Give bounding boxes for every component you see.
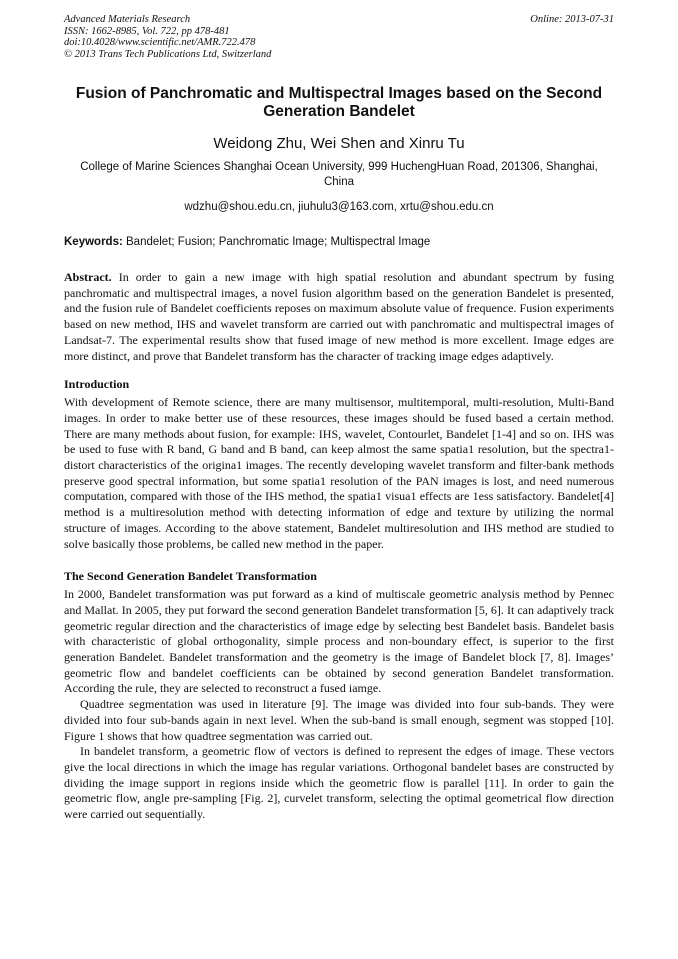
keywords-line <box>64 235 614 250</box>
online-date: Online: 2013-07-31 <box>530 14 614 25</box>
paper-title: Fusion of Panchromatic and Multispectral Images based on the Second Generation Bandelet <box>75 85 603 120</box>
section-title-introduction: Introduction <box>64 377 130 392</box>
abstract-paragraph <box>64 270 614 364</box>
author-list: Weidong Zhu, Wei Shen and Xinru Tu <box>213 135 465 152</box>
keywords-label: Keywords: <box>64 236 123 248</box>
section-title-bandelet: The Second Generation Bandelet Transformation <box>64 569 317 584</box>
intro-paragraph: With development of Remote science, there are many multisensor, multitemporal, multi-resolution, Multi-Band images. In order to make better use of these resources, these images should be fused based a certain method. There are many methods about fusion, for example: IHS, wavelet, Contourlet, Bandelet [1-4] and so on. IHS was be used to fuse with R band, G band and B band, can keep almost the same spatia1 resolution, but the spectra1-distort characteristics of the origina1 images. The recently developing wavelet transform and filter-bank methods preserve good spectral information, but some spatia1 resolution of the PAN images is lost, and need numerous computation, compared with those of the IHS method, the spatia1 visua1 effects are 1ess satisfactory. Bandelet[4] method is a multiresolution method with detecting information of edge and texture by utilizing the normal structure of images. According to the above statement, Bandelet multiresolution and IHS method are studied to solve basically those problems, be called new method in the paper. <box>64 395 614 551</box>
journal-name: Advanced Materials Research <box>64 14 191 25</box>
issn-line: ISSN: 1662-8985, Vol. 722, pp 478-481 <box>64 25 230 37</box>
bandelet-paragraph-1: In 2000, Bandelet transformation was put forward as a kind of multiscale geometric analysis method by Pennec and Mallat. In 2005, they put forward the second generation Bandelet transformation [5, 6]. It can adaptively track geometric regular direction and the characteristics of image edge by selecting best Bandelet basis. Bandelet basis with characteristic of global orthogonality, simple process and non-boundary effect, is superior to the first generation Bandelet. Bandelet transformation and the geometry is the image of Bandelet block [7, 8]. Images’ geometric flow and bandelet coefficients can be obtained by second generation Bandelet transformation. According the rule, they are selected to reconstruct a fused iamge. <box>64 587 614 696</box>
copyright-line: © 2013 Trans Tech Publications Ltd, Switzerland <box>64 48 272 60</box>
bandelet-paragraph-2: Quadtree segmentation was used in literature [9]. The image was divided into four sub-bands. They were divided into four sub-bands again in next level. When the sub-band is small enough, segment was stopped [10]. Figure 1 shows that how quadtree segmentation was carried out. <box>64 697 614 743</box>
abstract-label: Abstract. <box>64 270 112 284</box>
doi-line: doi:10.4028/www.scientific.net/AMR.722.478 <box>64 37 256 48</box>
bandelet-paragraph-3: In bandelet transform, a geometric flow of vectors is defined to represent the edges of image. These vectors give the local directions in which the image has regular variations. Orthogonal bandelet bases are constructed by dividing the image support in regions inside which the geometric flow is parallel [11]. In order to gain the geometric flow, angle pre-sampling [Fig. 2], curvelet transform, selecting the optimal geometrical flow direction were carried out sequentially. <box>64 744 614 822</box>
author-emails: wdzhu@shou.edu.cn, jiuhulu3@163.com, xrtu@shou.edu.cn <box>184 201 494 213</box>
abstract-text: In order to gain a new image with high spatial resolution and abundant spectrum by fusing panchromatic and multispectral images, a novel fusion algorithm based on the generation Bandelet is presented, and the fusion rule of Bandelet coefficients reposes on maximum absolute value of frequence. Fusion experiments based on new method, IHS and wavelet transform are carried out with panchromatic and multispectral images of Landsat-7. The experimental results show that fused image of new method is more excellent. Image edges are more distinct, and prove that Bandelet transform has the character of tracking image edges adaptively. <box>64 270 615 363</box>
affiliation: College of Marine Sciences Shanghai Ocean University, 999 HuchengHuan Road, 201306, Shanghai, China <box>80 161 598 188</box>
keywords-text: Bandelet; Fusion; Panchromatic Image; Multispectral Image <box>126 236 431 248</box>
journal-header <box>64 14 614 60</box>
